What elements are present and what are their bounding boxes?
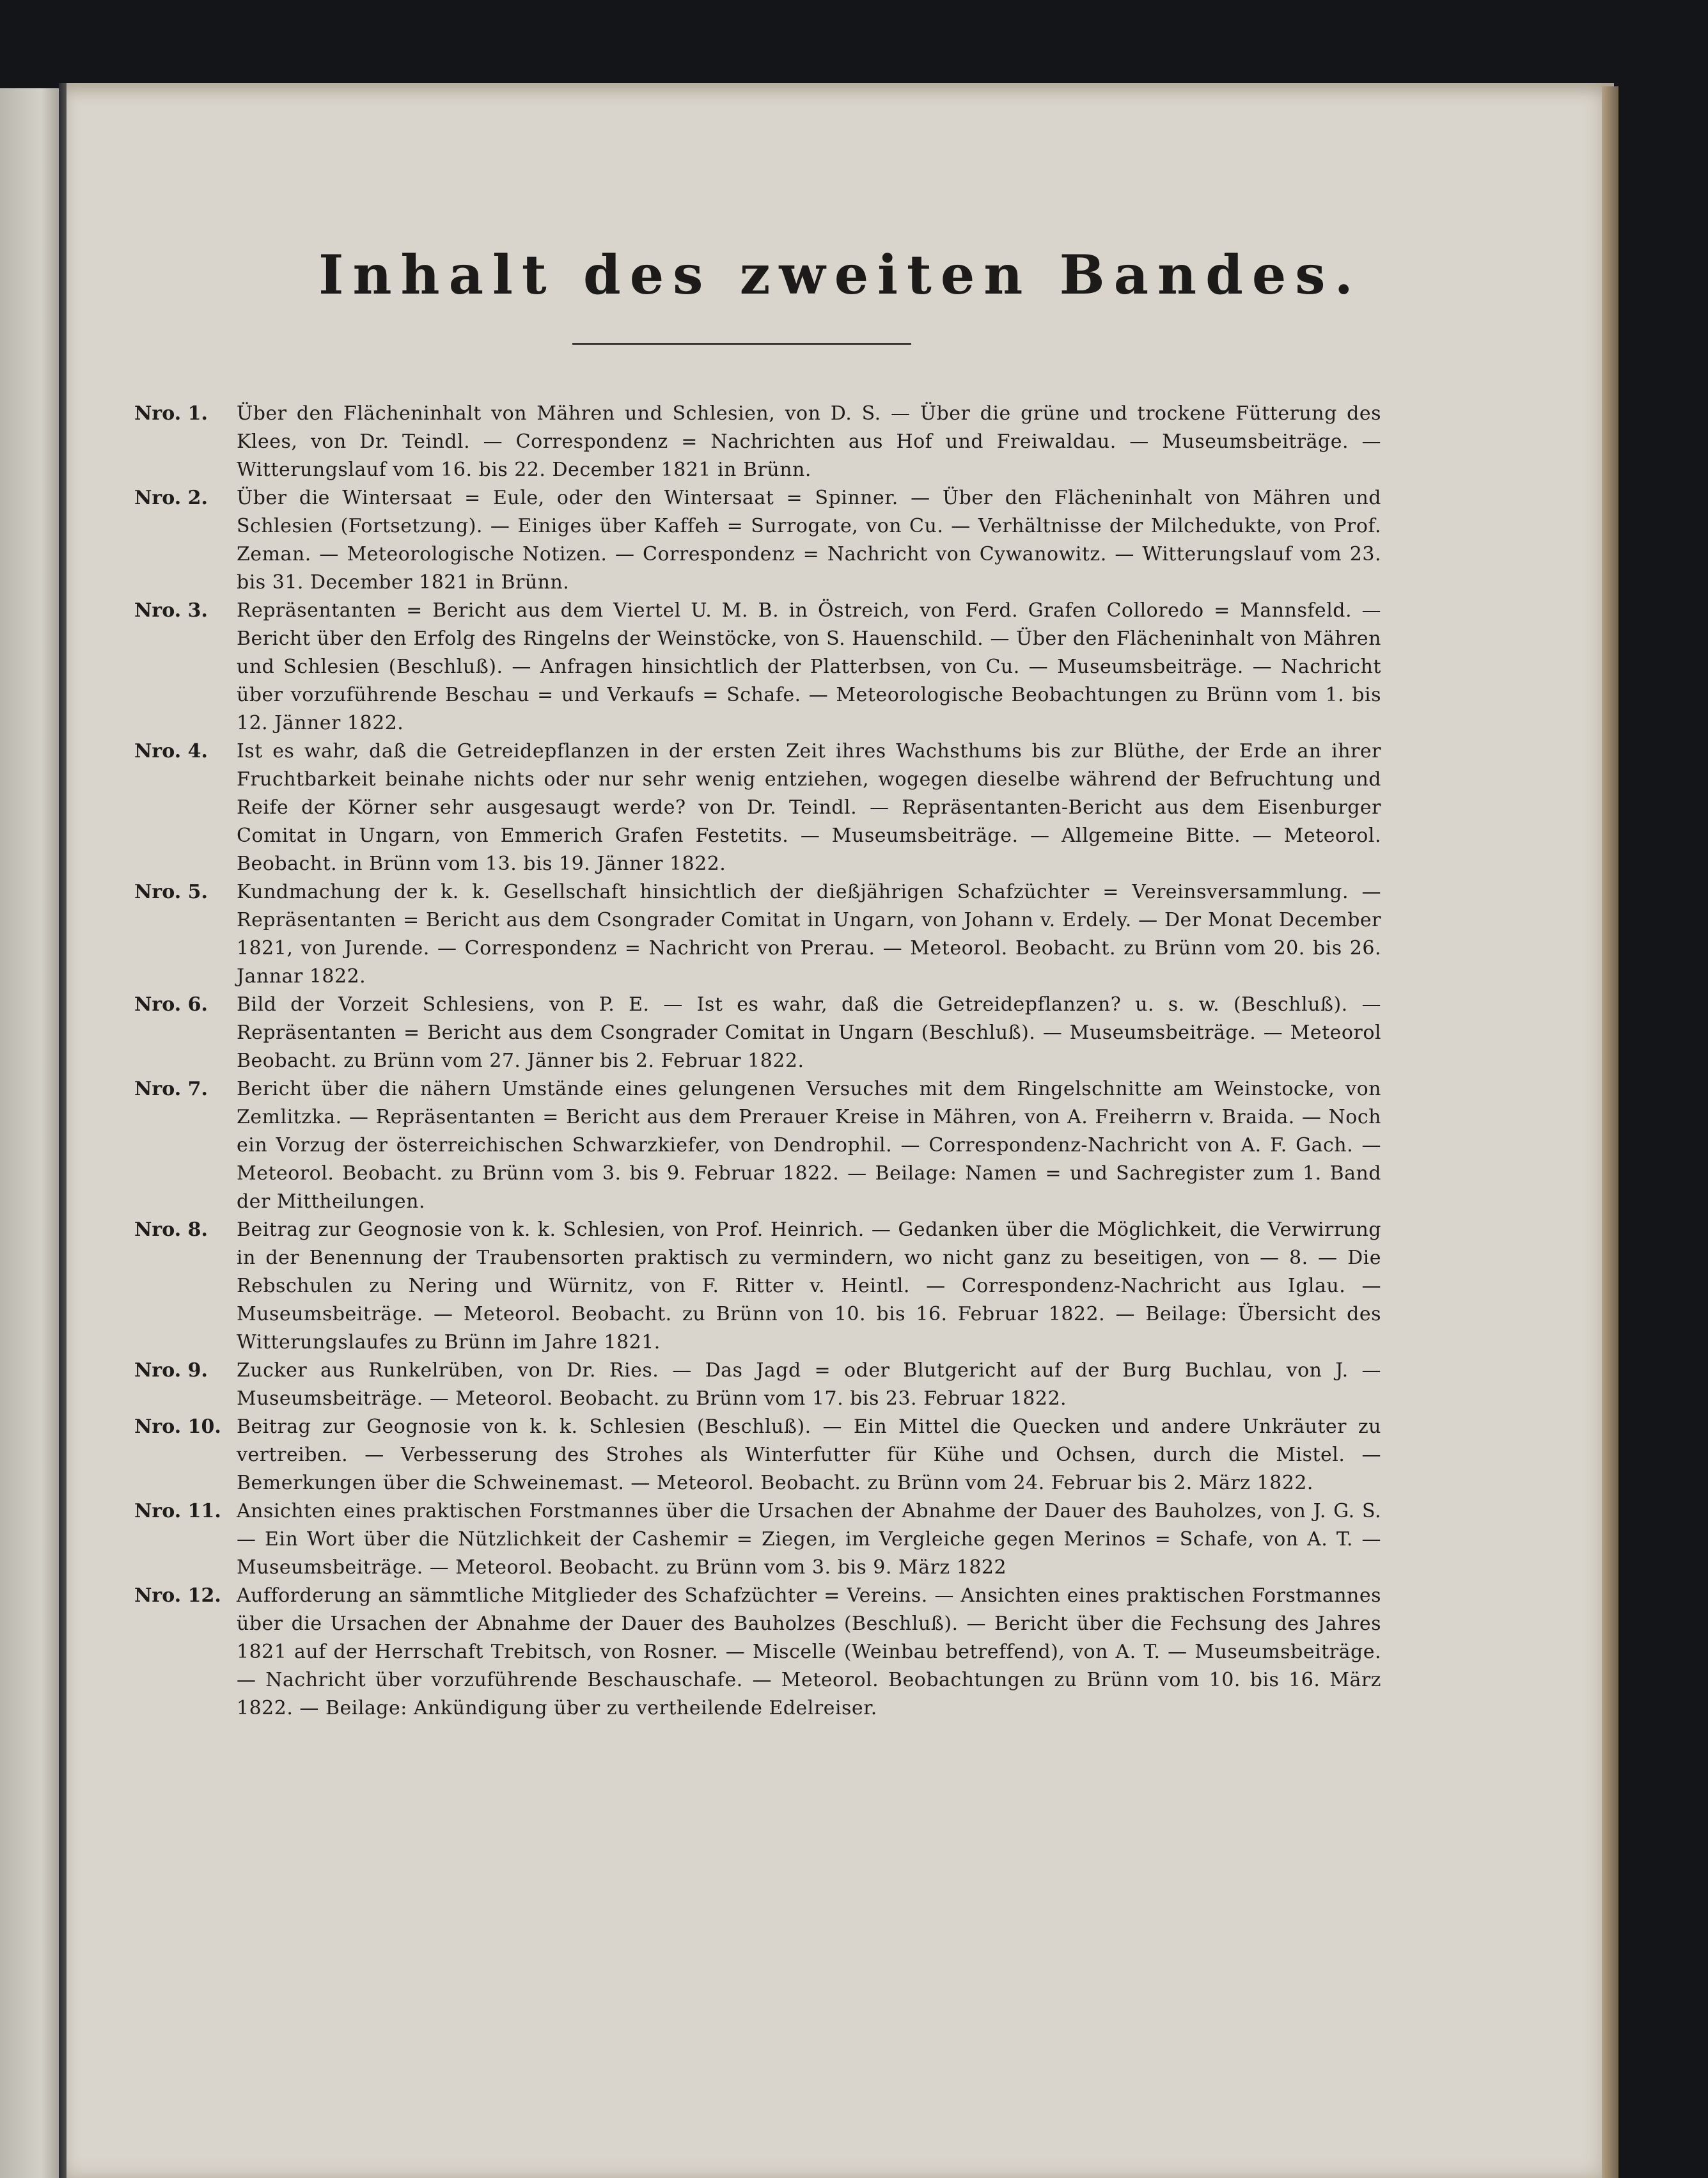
entry-text: Repräsentanten = Bericht aus dem Viertel U. M. B. in Östreich, von Ferd. Grafen Colloredo = Mannsfeld. — Bericht über den Erfolg des Ringelns der Weinstöcke, von S. Hauenschild. — Über den Flächeninhalt von Mähren und Schlesien (Beschluß). — Anfragen hinsichtlich der Platterbsen, von Cu. — Museumsbeiträge. — Nachricht über vorzuführende Beschau = und Verkaufs = Schafe. — Meteorologische Beobachtungen zu Brünn vom 1. bis 12. Jänner 1822. bbox=[237, 599, 1381, 734]
entry-text: Kundmachung der k. k. Gesellschaft hinsichtlich der dießjährigen Schafzüchter = Vereinsversammlung. — Repräsentanten = Bericht aus dem Csongrader Comitat in Ungarn, von Johann v. Erdely. — Der Monat December 1821, von Jurende. — Correspondenz = Nachricht von Prerau. — Meteorol. Beobacht. zu Brünn vom 20. bis 26. Jannar 1822. bbox=[237, 881, 1381, 988]
entry-number: Nro. 8. bbox=[134, 1219, 208, 1241]
contents-entry bbox=[134, 484, 1381, 597]
entry-text: Über den Flächeninhalt von Mähren und Schlesien, von D. S. — Über die grüne und trockene Fütterung des Klees, von Dr. Teindl. — Correspondenz = Nachrichten aus Hof und Freiwaldau. — Museumsbeiträge. — Witterungslauf vom 16. bis 22. December 1821 in Brünn. bbox=[237, 402, 1381, 481]
contents-entry bbox=[134, 597, 1381, 738]
entry-number: Nro. 5. bbox=[134, 881, 208, 903]
contents-entry bbox=[134, 738, 1381, 878]
entry-number: Nro. 11. bbox=[134, 1500, 221, 1522]
entry-text: Ansichten eines praktischen Forstmannes über die Ursachen der Abnahme der Dauer des Bauholzes, von J. G. S. — Ein Wort über die Nützlichkeit der Cashemir = Ziegen, im Vergleiche gegen Merinos = Schafe, von A. T. — Museumsbeiträge. — Meteorol. Beobacht. zu Brünn vom 3. bis 9. März 1822 bbox=[237, 1500, 1381, 1579]
entry-number: Nro. 7. bbox=[134, 1078, 208, 1100]
entry-number: Nro. 9. bbox=[134, 1359, 208, 1382]
contents-list bbox=[134, 400, 1381, 1723]
entry-text: Aufforderung an sämmtliche Mitglieder des Schafzüchter = Vereins. — Ansichten eines praktischen Forstmannes über die Ursachen der Abnahme der Dauer des Bauholzes (Beschluß). — Bericht über die Fechsung des Jahres 1821 auf der Herrschaft Trebitsch, von Rosner. — Miscelle (Weinbau betreffend), von A. T. — Museumsbeiträge. — Nachricht über vorzuführende Beschauschafe. — Meteorol. Beobachtungen zu Brünn vom 10. bis 16. März 1822. — Beilage: Ankündigung über zu vertheilende Edelreiser. bbox=[237, 1584, 1381, 1719]
page-title: Inhalt des zweiten Bandes. bbox=[318, 243, 1362, 306]
entry-text: Bild der Vorzeit Schlesiens, von P. E. — Ist es wahr, daß die Getreidepflanzen? u. s. w. (Beschluß). — Repräsentanten = Bericht aus dem Csongrader Comitat in Ungarn (Beschluß). — Museumsbeiträge. — Meteorol Beobacht. zu Brünn vom 27. Jänner bis 2. Februar 1822. bbox=[237, 993, 1381, 1072]
contents-entry bbox=[134, 400, 1381, 484]
contents-entry bbox=[134, 1216, 1381, 1357]
entry-text: Bericht über die nähern Umstände eines gelungenen Versuches mit dem Ringelschnitte am Weinstocke, von Zemlitzka. — Repräsentanten = Bericht aus dem Prerauer Kreise in Mähren, von A. Freiherrn v. Braida. — Noch ein Vorzug der österreichischen Schwarzkiefer, von Dendrophil. — Correspondenz-Nachricht von A. F. Gach. — Meteorol. Beobacht. zu Brünn vom 3. bis 9. Februar 1822. — Beilage: Namen = und Sachregister zum 1. Band der Mittheilungen. bbox=[237, 1078, 1381, 1213]
entry-text: Ist es wahr, daß die Getreidepflanzen in der ersten Zeit ihres Wachsthums bis zur Blüthe, der Erde an ihrer Fruchtbarkeit beinahe nichts oder nur sehr wenig entziehen, wogegen dieselbe während der Befruchtung und Reife der Körner sehr ausgesaugt werde? von Dr. Teindl. — Repräsentanten-Bericht aus dem Eisenburger Comitat in Ungarn, von Emmerich Grafen Festetits. — Museumsbeiträge. — Allgemeine Bitte. — Meteorol. Beobacht. in Brünn vom 13. bis 19. Jänner 1822. bbox=[237, 740, 1381, 875]
entry-number: Nro. 4. bbox=[134, 740, 208, 762]
title-rule bbox=[572, 343, 911, 345]
entry-number: Nro. 6. bbox=[134, 993, 208, 1016]
entry-number: Nro. 1. bbox=[134, 402, 208, 425]
entry-number: Nro. 2. bbox=[134, 487, 208, 509]
contents-entry bbox=[134, 1357, 1381, 1413]
facing-page bbox=[0, 88, 59, 2178]
entry-text: Beitrag zur Geognosie von k. k. Schlesien (Beschluß). — Ein Mittel die Quecken und andere Unkräuter zu vertreiben. — Verbesserung des Strohes als Winterfutter für Kühe und Ochsen, durch die Mistel. — Bemerkungen über die Schweinemast. — Meteorol. Beobacht. zu Brünn vom 24. Februar bis 2. März 1822. bbox=[237, 1416, 1381, 1494]
entry-number: Nro. 12. bbox=[134, 1584, 221, 1607]
entry-number: Nro. 10. bbox=[134, 1416, 221, 1438]
contents-entry bbox=[134, 991, 1381, 1075]
contents-entry bbox=[134, 1413, 1381, 1497]
entry-text: Über die Wintersaat = Eule, oder den Wintersaat = Spinner. — Über den Flächeninhalt von Mähren und Schlesien (Fortsetzung). — Einiges über Kaffeh = Surrogate, von Cu. — Verhältnisse der Milchedukte, von Prof. Zeman. — Meteorologische Notizen. — Correspondenz = Nachricht von Cywanowitz. — Witterungslauf vom 23. bis 31. December 1821 in Brünn. bbox=[237, 487, 1381, 594]
page-edge bbox=[1602, 86, 1618, 2178]
contents-entry bbox=[134, 1582, 1381, 1723]
contents-entry bbox=[134, 878, 1381, 991]
entry-text: Zucker aus Runkelrüben, von Dr. Ries. — Das Jagd = oder Blutgericht auf der Burg Buchlau, von J. — Museumsbeiträge. — Meteorol. Beobacht. zu Brünn vom 17. bis 23. Februar 1822. bbox=[237, 1359, 1381, 1410]
entry-number: Nro. 3. bbox=[134, 599, 208, 622]
entry-text: Beitrag zur Geognosie von k. k. Schlesien, von Prof. Heinrich. — Gedanken über die Möglichkeit, die Verwirrung in der Benennung der Traubensorten praktisch zu vermindern, wo nicht ganz zu beseitigen, von — 8. — Die Rebschulen zu Nering und Würnitz, von F. Ritter v. Heintl. — Correspondenz-Nachricht aus Iglau. — Museumsbeiträge. — Meteorol. Beobacht. zu Brünn von 10. bis 16. Februar 1822. — Beilage: Übersicht des Witterungslaufes zu Brünn im Jahre 1821. bbox=[237, 1219, 1381, 1353]
contents-entry bbox=[134, 1497, 1381, 1582]
contents-entry bbox=[134, 1075, 1381, 1216]
